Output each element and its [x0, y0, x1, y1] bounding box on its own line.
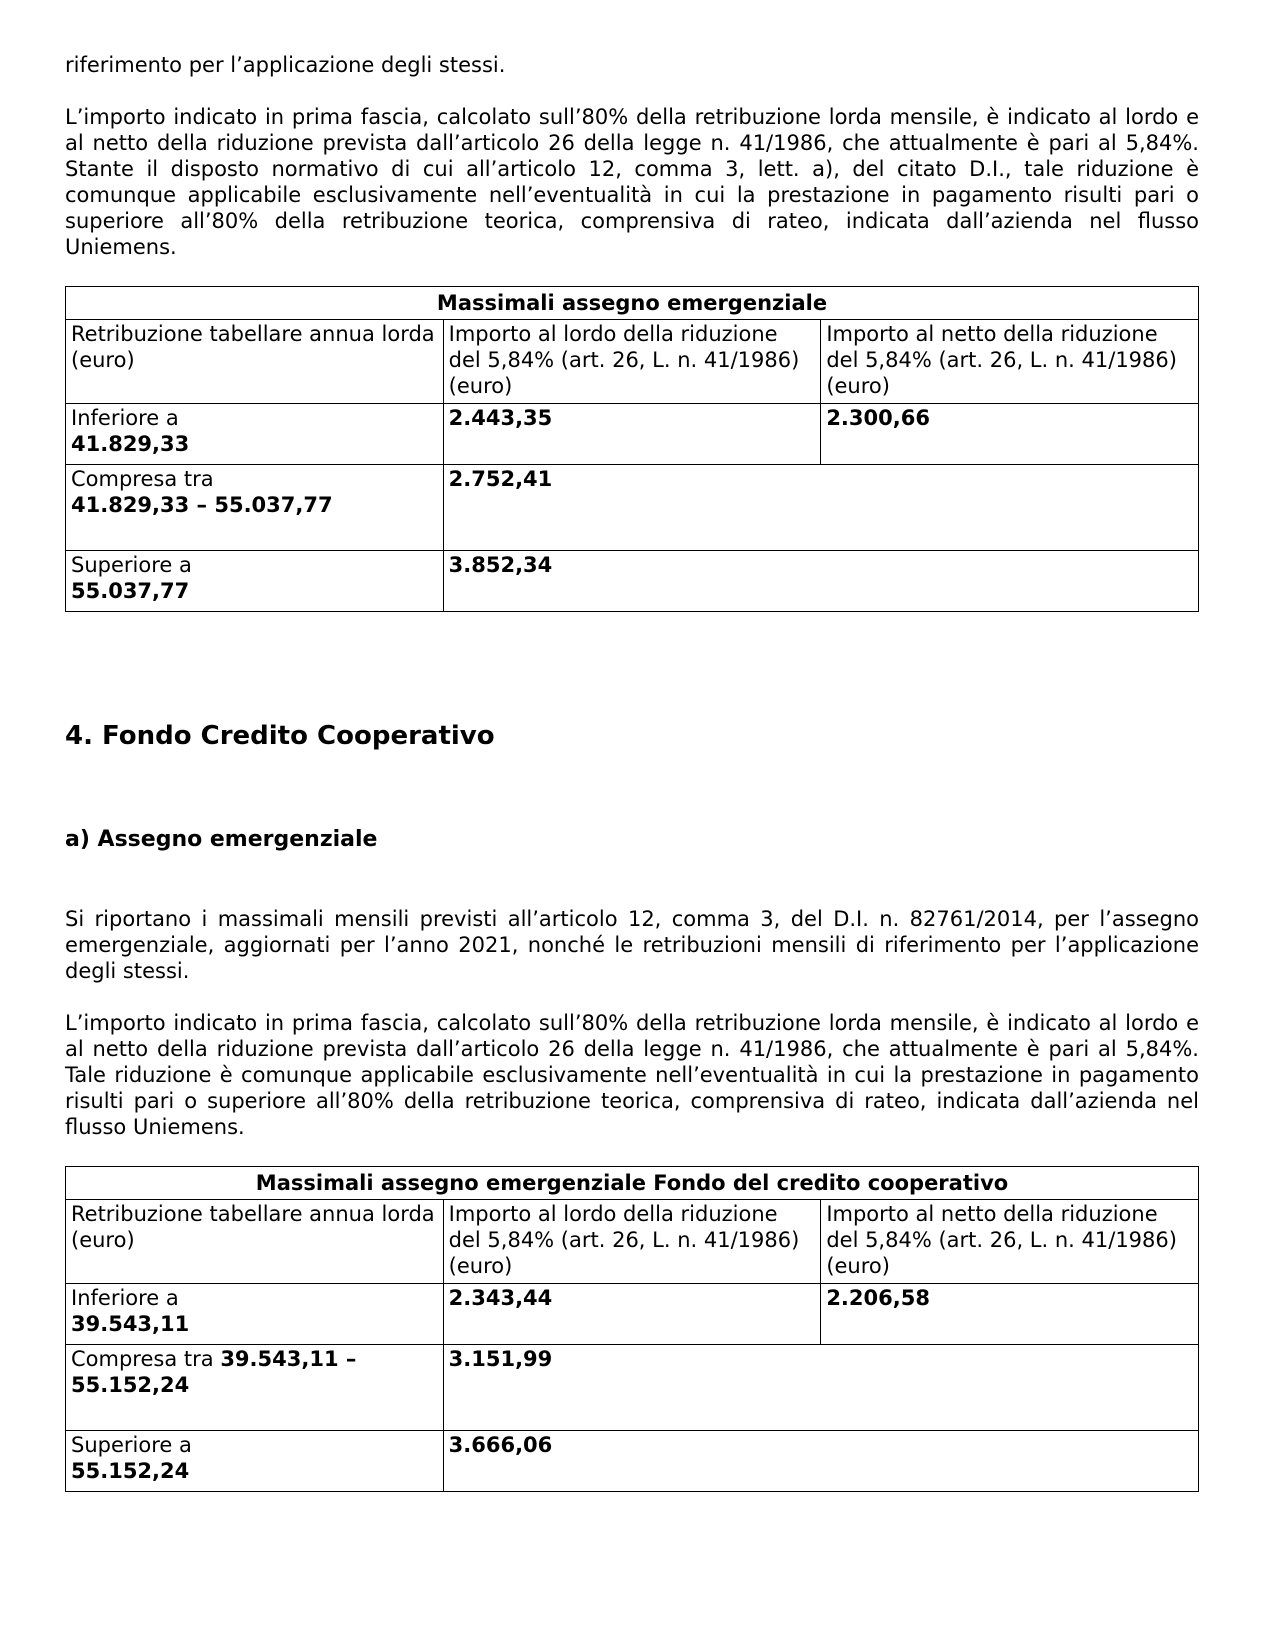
row-gross: 2.343,44: [443, 1284, 821, 1345]
row-label-value: 41.829,33: [71, 432, 190, 456]
table-title: Massimali assegno emergenziale Fondo del credito cooperativo: [66, 1167, 1199, 1200]
row-gross: 2.443,35: [443, 404, 821, 465]
row-label: [66, 404, 444, 465]
table-row: [66, 1345, 1199, 1431]
row-label-value: 39.543,11: [71, 1312, 190, 1336]
row-label: [66, 465, 444, 551]
row-gross: 3.852,34: [443, 551, 1198, 612]
table-header-row: [66, 1200, 1199, 1284]
row-label-text: Superiore a: [71, 1433, 192, 1457]
header-netto: Importo al netto della riduzione del 5,84% (art. 26, L. n. 41/1986) (euro): [821, 320, 1199, 404]
row-label-value: 41.829,33 – 55.037,77: [71, 493, 333, 517]
table-row: [66, 404, 1199, 465]
subsection-heading: a) Assegno emergenziale: [65, 827, 378, 852]
table-title: Massimali assegno emergenziale: [66, 287, 1199, 320]
row-label: [66, 1284, 444, 1345]
row-label: [66, 551, 444, 612]
paragraph: L’importo indicato in prima fascia, calcolato sull’80% della retribuzione lorda mensile, è indicato al lordo e al netto della riduzione prevista dall’articolo 26 della legge n. 41/1986, che attualmente è pari al 5,84%. Tale riduzione è comunque applicabile esclusivamente nell’eventualità in cui la prestazione in pagamento risulti pari o superiore all’80% della retribuzione teorica, comprensiva di rateo, indicata dall’azienda nel flusso Uniemens.: [65, 1011, 1199, 1139]
row-net: 2.206,58: [821, 1284, 1199, 1345]
table-title-row: [66, 287, 1199, 320]
row-label-text: Compresa tra: [71, 1347, 214, 1371]
row-label-text: Superiore a: [71, 553, 192, 577]
header-lordo: Importo al lordo della riduzione del 5,84% (art. 26, L. n. 41/1986) (euro): [443, 320, 821, 404]
row-label: [66, 1431, 444, 1492]
row-net: 2.300,66: [821, 404, 1199, 465]
table-row: [66, 1284, 1199, 1345]
table-massimali-credito-cooperativo: [65, 1166, 1199, 1492]
row-label-value: 39.543,11 – 55.152,24: [71, 1347, 357, 1397]
table-row: [66, 465, 1199, 551]
table-row: [66, 1431, 1199, 1492]
header-netto: Importo al netto della riduzione del 5,84% (art. 26, L. n. 41/1986) (euro): [821, 1200, 1199, 1284]
table-massimali: [65, 286, 1199, 612]
paragraph: L’importo indicato in prima fascia, calcolato sull’80% della retribuzione lorda mensile, è indicato al lordo e al netto della riduzione prevista dall’articolo 26 della legge n. 41/1986, che attualmente è pari al 5,84%. Stante il disposto normativo di cui all’articolo 12, comma 3, lett. a), del citato D.I., tale riduzione è comunque applicabile esclusivamente nell’eventualità in cui la prestazione in pagamento risulti pari o superiore all’80% della retribuzione teorica, comprensiva di rateo, indicata dall’azienda nel flusso Uniemens.: [65, 105, 1199, 259]
header-retribuzione: Retribuzione tabellare annua lorda (euro): [66, 1200, 444, 1284]
table-title-row: [66, 1167, 1199, 1200]
row-gross: 2.752,41: [443, 465, 1198, 551]
table-row: [66, 551, 1199, 612]
row-label-text: Inferiore a: [71, 406, 179, 430]
row-gross: 3.151,99: [443, 1345, 1198, 1431]
document-page: [65, 52, 1199, 1492]
row-label-text: Inferiore a: [71, 1286, 179, 1310]
paragraph: Si riportano i massimali mensili previsti all’articolo 12, comma 3, del D.I. n. 82761/2014, per l’assegno emergenziale, aggiornati per l’anno 2021, nonché le retribuzioni mensili di riferimento per l’applicazione degli stessi.: [65, 907, 1199, 983]
row-label-value: 55.152,24: [71, 1459, 190, 1483]
header-retribuzione: Retribuzione tabellare annua lorda (euro): [66, 320, 444, 404]
row-label: [66, 1345, 444, 1431]
row-label-value: 55.037,77: [71, 579, 190, 603]
row-gross: 3.666,06: [443, 1431, 1198, 1492]
paragraph: riferimento per l’applicazione degli stessi.: [65, 53, 506, 77]
section-heading: 4. Fondo Credito Cooperativo: [65, 721, 495, 751]
row-label-text: Compresa tra: [71, 467, 214, 491]
header-lordo: Importo al lordo della riduzione del 5,84% (art. 26, L. n. 41/1986) (euro): [443, 1200, 821, 1284]
table-header-row: [66, 320, 1199, 404]
